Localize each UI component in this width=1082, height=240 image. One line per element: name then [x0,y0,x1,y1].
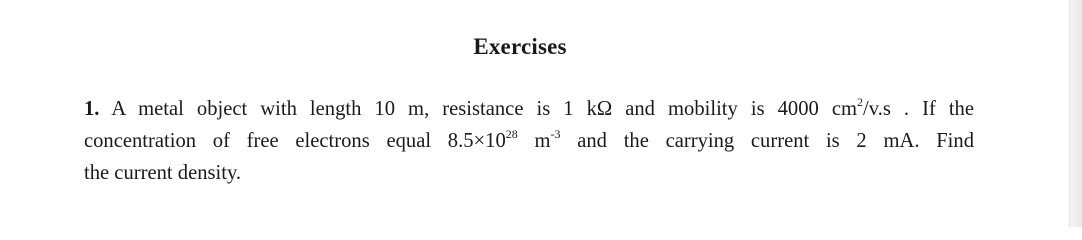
exercise-1 [84,93,974,189]
exercise-text-segment: concentration of free electrons equal 8.5×10 [84,130,506,152]
exercise-text-segment: /v.s . If the [863,98,974,120]
exercise-1-line-3: the current density. [84,162,242,184]
superscript: 2 [857,95,864,110]
exercise-text-segment: A metal object with length 10 m, resistance is 1 kΩ and mobility is 4000 cm [99,98,858,120]
exercise-number: 1. [84,98,100,120]
exercise-text-segment: m [517,130,551,152]
superscript: 28 [505,127,518,142]
exercise-text-segment: and the carrying current is 2 mA. Find [560,130,974,152]
exercise-1-line-1 [84,93,974,125]
superscript: -3 [550,127,561,142]
exercise-1-line-2 [84,125,974,157]
page-edge [1069,0,1082,227]
page-title: Exercises [473,34,567,59]
